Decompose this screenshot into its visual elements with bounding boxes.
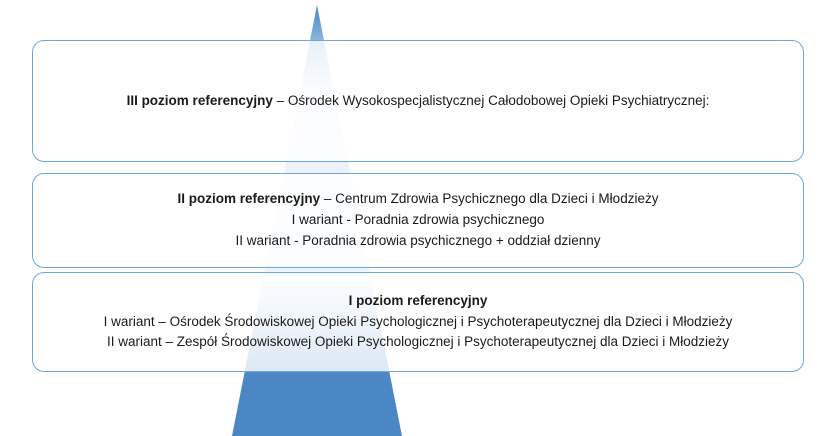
level-3-line-1-bold: III poziom referencyjny (126, 92, 273, 108)
level-2-box (32, 173, 804, 268)
level-2-line-2: I wariant - Poradnia zdrowia psychicznego (291, 212, 545, 228)
level-2-line-1-bold: II poziom referencyjny (177, 191, 321, 207)
level-1-title: I poziom referencyjny (348, 292, 488, 308)
level-2-line-1 (178, 189, 659, 210)
level-3-line-1 (127, 91, 710, 112)
level-1-line-3: II wariant – Zespół Środowiskowej Opieki Psychologicznej i Psychoterapeutycznej dla Dzieci i Młodzieży (106, 334, 730, 350)
level-2-line-1-rest: – Centrum Zdrowia Psychicznego dla Dzieci i Młodzieży (320, 191, 659, 207)
level-1-box (32, 272, 804, 372)
level-3-line-1-rest: – Ośrodek Wysokospecjalistycznej Całodobowej Opieki Psychiatrycznej: (272, 92, 710, 108)
level-2-line-3: II wariant - Poradnia zdrowia psychicznego + oddział dzienny (235, 232, 601, 248)
level-1-line-2: I wariant – Ośrodek Środowiskowej Opieki Psychologicznej i Psychoterapeutycznej dla Dzieci i Młodzieży (103, 313, 733, 329)
level-3-box (32, 40, 804, 162)
